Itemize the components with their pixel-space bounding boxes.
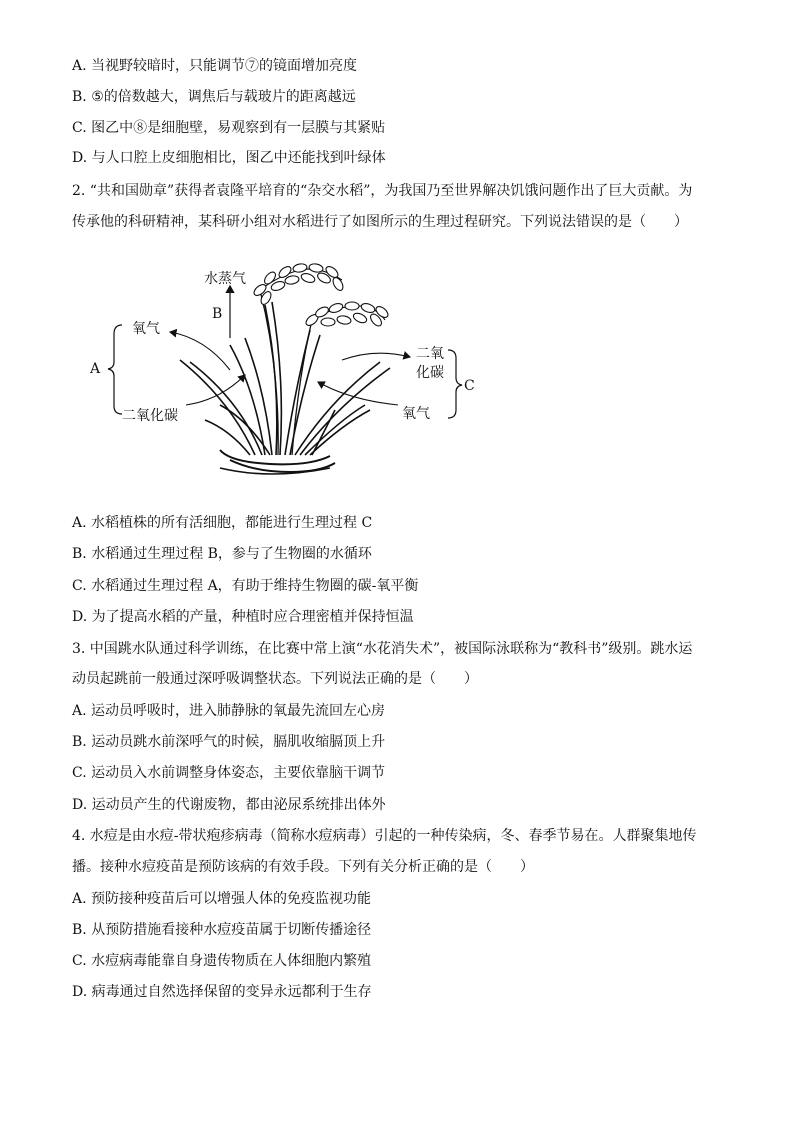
label-co2-right-1: 二氧 xyxy=(416,346,444,362)
q2-stem-line1: 2. “共和国勋章”获得者袁隆平培育的“杂交水稻”，为我国乃至世界解决饥饿问题作出了巨大贡献。为 xyxy=(72,183,693,199)
q3-option-b: B. 运动员跳水前深呼气的时候，膈肌收缩膈顶上升 xyxy=(72,734,386,750)
q2-option-c: C. 水稻通过生理过程 A，有助于维持生物圈的碳-氧平衡 xyxy=(72,578,419,594)
label-oxygen-right: 氧气 xyxy=(402,406,430,422)
q4-stem-line1: 4. 水痘是由水痘-带状疱疹病毒（简称水痘病毒）引起的一种传染病，冬、春季节易在。人群聚集地传 xyxy=(72,828,697,844)
q4-option-b: B. 从预防措施看接种水痘疫苗属于切断传播途径 xyxy=(72,922,372,938)
q1-option-a: A. 当视野较暗时，只能调节⑦的镜面增加亮度 xyxy=(72,58,358,74)
label-water-vapor: 水蒸气 xyxy=(204,271,246,287)
q2-option-a: A. 水稻植株的所有活细胞，都能进行生理过程 C xyxy=(72,515,373,531)
q2-stem-line2: 传承他的科研精神，某科研小组对水稻进行了如图所示的生理过程研究。下列说法错误的是（ ） xyxy=(72,214,688,230)
q1-option-c: C. 图乙中⑧是细胞壁，易观察到有一层膜与其紧贴 xyxy=(72,120,386,136)
q1-option-d: D. 与人口腔上皮细胞相比，图乙中还能找到叶绿体 xyxy=(72,150,386,166)
q3-stem-line1: 3. 中国跳水队通过科学训练，在比赛中常上演“水花消失术”，被国际泳联称为“教科书”级别。跳水运 xyxy=(72,641,693,657)
q3-stem-line2: 动员起跳前一般通过深呼吸调整状态。下列说法正确的是（ ） xyxy=(72,671,478,687)
q3-option-a: A. 运动员呼吸时，进入肺静脉的氧最先流回左心房 xyxy=(72,703,386,719)
q4-option-a: A. 预防接种疫苗后可以增强人体的免疫监视功能 xyxy=(72,891,372,907)
label-oxygen-left: 氧气 xyxy=(132,321,160,337)
q4-option-c: C. 水痘病毒能靠自身遗传物质在人体细胞内繁殖 xyxy=(72,953,372,969)
label-b: B xyxy=(212,306,223,322)
q4-option-d: D. 病毒通过自然选择保留的变异永远都利于生存 xyxy=(72,984,372,1000)
label-co2-right-2: 化碳 xyxy=(416,365,444,381)
label-c: C xyxy=(464,378,475,394)
q3-option-d: D. 运动员产生的代谢废物，都由泌尿系统排出体外 xyxy=(72,797,386,813)
rice-plant-figure xyxy=(80,250,500,500)
q2-option-b: B. 水稻通过生理过程 B，参与了生物圈的水循环 xyxy=(72,546,372,562)
q2-option-d: D. 为了提高水稻的产量，种植时应合理密植并保持恒温 xyxy=(72,609,414,625)
q3-option-c: C. 运动员入水前调整身体姿态，主要依靠脑干调节 xyxy=(72,765,386,781)
label-a: A xyxy=(90,361,101,377)
label-co2-left: 二氧化碳 xyxy=(122,408,178,424)
q4-stem-line2: 播。接种水痘疫苗是预防该病的有效手段。下列有关分析正确的是（ ） xyxy=(72,859,534,875)
q1-option-b: B. ⑤的倍数越大，调焦后与载玻片的距离越远 xyxy=(72,89,356,105)
